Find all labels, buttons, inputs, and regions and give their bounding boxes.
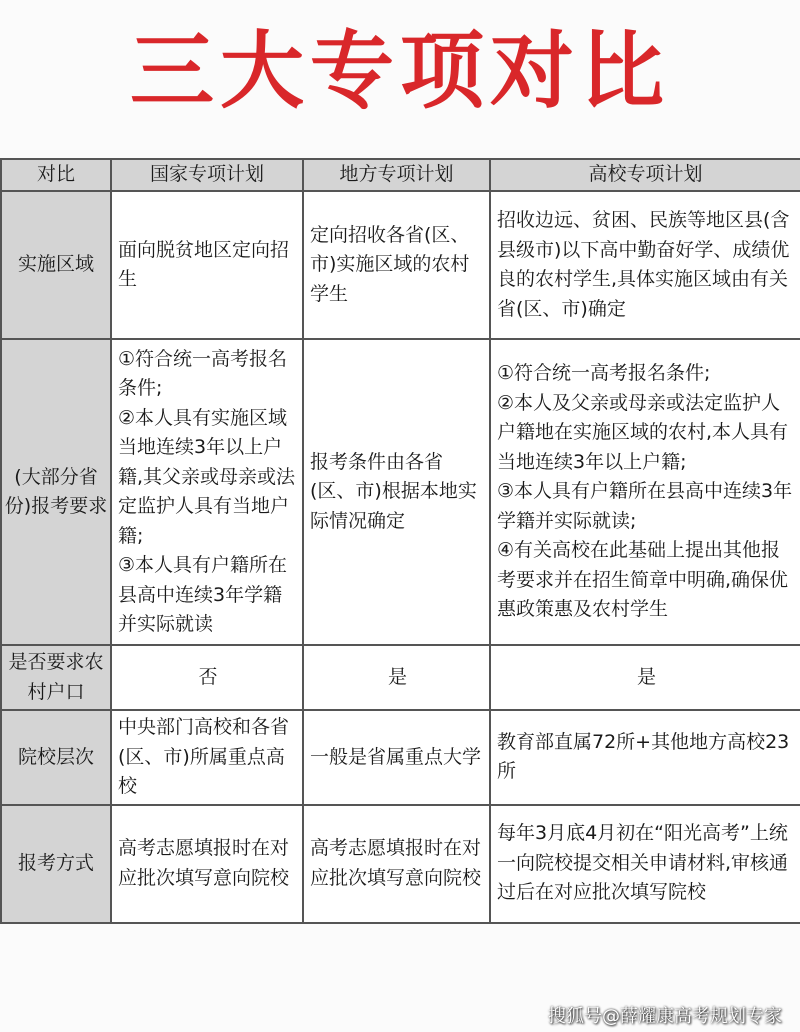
- row-label: 实施区域: [1, 191, 111, 339]
- table-row: [1, 339, 800, 645]
- cell-national: 中央部门高校和各省(区、市)所属重点高校: [111, 710, 303, 805]
- comparison-table: [0, 158, 800, 924]
- cell-local: 是: [303, 645, 490, 710]
- table-row: [1, 710, 800, 805]
- table-row: [1, 645, 800, 710]
- row-label: (大部分省份)报考要求: [1, 339, 111, 645]
- cell-university: ①符合统一高考报名条件; ②本人及父亲或母亲或法定监护人户籍地在实施区域的农村,本人具有当地连续3年以上户籍; ③本人具有户籍所在县高中连续3年学籍并实际就读; ④有关高校在此基础上提出其他报考要求并在招生简章中明确,确保优惠政策惠及农村学生: [490, 339, 800, 645]
- table-header-row: [1, 159, 800, 191]
- table-row: [1, 191, 800, 339]
- cell-local: 报考条件由各省(区、市)根据本地实际情况确定: [303, 339, 490, 645]
- cell-local: 定向招收各省(区、市)实施区域的农村学生: [303, 191, 490, 339]
- header-compare: 对比: [1, 159, 111, 191]
- page-title: 三大专项对比: [129, 22, 670, 120]
- cell-university: 每年3月底4月初在“阳光高考”上统一向院校提交相关申请材料,审核通过后在对应批次填写院校: [490, 805, 800, 923]
- header-university-plan: 高校专项计划: [490, 159, 800, 191]
- watermark: 搜狐号@薛耀康高考规划专家: [548, 1006, 782, 1027]
- row-label: 是否要求农村户口: [1, 645, 111, 710]
- cell-local: 高考志愿填报时在对应批次填写意向院校: [303, 805, 490, 923]
- row-label: 报考方式: [1, 805, 111, 923]
- cell-university: 招收边远、贫困、民族等地区县(含县级市)以下高中勤奋好学、成绩优良的农村学生,具体实施区域由有关省(区、市)确定: [490, 191, 800, 339]
- header-national-plan: 国家专项计划: [111, 159, 303, 191]
- table-row: [1, 805, 800, 923]
- header-local-plan: 地方专项计划: [303, 159, 490, 191]
- cell-university: 是: [490, 645, 800, 710]
- row-label: 院校层次: [1, 710, 111, 805]
- cell-national: 面向脱贫地区定向招生: [111, 191, 303, 339]
- cell-university: 教育部直属72所+其他地方高校23所: [490, 710, 800, 805]
- cell-national: ①符合统一高考报名条件; ②本人具有实施区域当地连续3年以上户籍,其父亲或母亲或法定监护人具有当地户籍; ③本人具有户籍所在县高中连续3年学籍并实际就读: [111, 339, 303, 645]
- cell-local: 一般是省属重点大学: [303, 710, 490, 805]
- cell-national: 高考志愿填报时在对应批次填写意向院校: [111, 805, 303, 923]
- cell-national: 否: [111, 645, 303, 710]
